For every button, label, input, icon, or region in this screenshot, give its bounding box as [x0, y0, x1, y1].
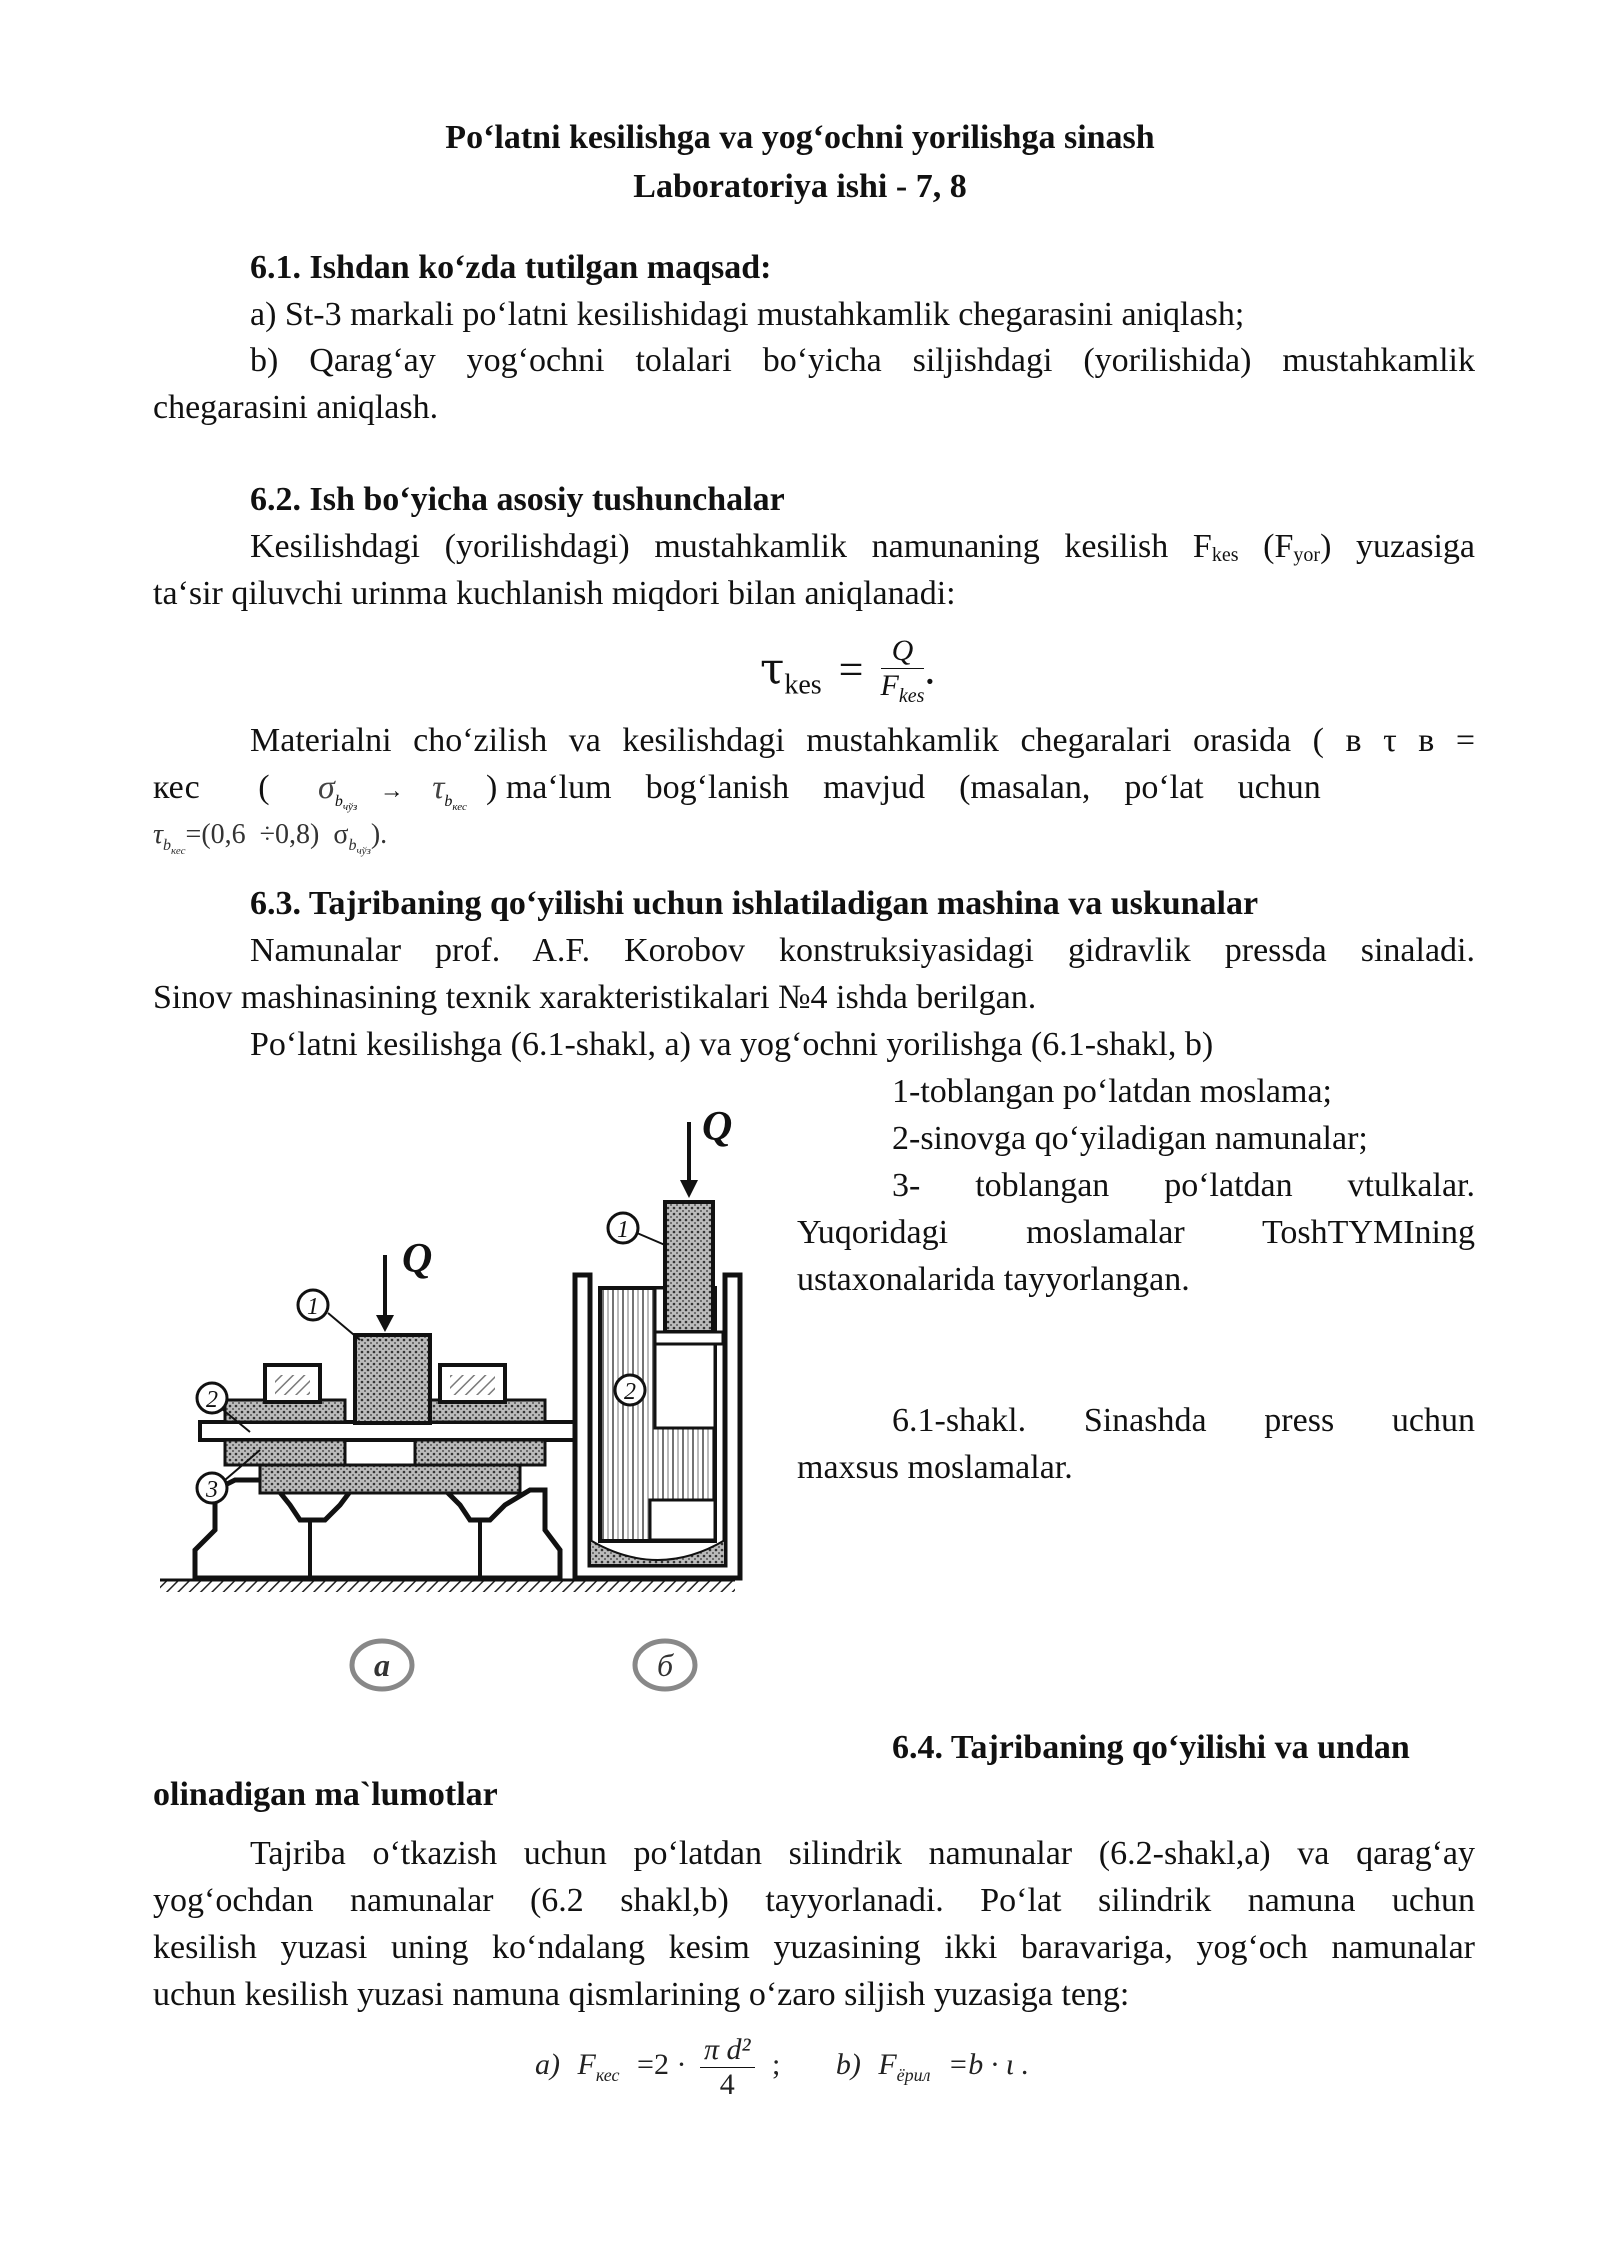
goal-a: a) St-3 markali po‘latni kesilishidagi mustahkamlik chegarasini aniqlash;: [250, 296, 1245, 333]
legend-item-1: 1-toblangan po‘latdan moslama;: [892, 1073, 1332, 1110]
legend-item-3: 3- toblangan po‘latdan vtulkalar.: [892, 1167, 1475, 1204]
document-title: Po‘latni kesilishga va yog‘ochni yorilishga sinash: [445, 119, 1155, 156]
svg-text:б: б: [656, 1647, 674, 1683]
procedure-line4: uchun kesilish yuzasi namuna qismlarining o‘zaro siljish yuzasiga teng:: [153, 1976, 1130, 2013]
figure-caption-line2: maxsus moslamalar.: [797, 1449, 1073, 1486]
ground-hatch: [160, 1580, 735, 1592]
concept-paragraph-line2: ta‘sir qiluvchi urinma kuchlanish miqdori bilan aniqlanadi:: [153, 575, 956, 612]
svg-text:a: a: [374, 1647, 390, 1683]
svg-text:3: 3: [206, 1477, 218, 1503]
strength-relation-line2: кес ( $\sigma_{b_{чўз}} \to \tau_{b_{кес}}$ ) ma‘lum bog‘lanish mavjud (masalan, po‘lat uchun: [153, 769, 1321, 813]
procedure-line1: Tajriba o‘tkazish uchun po‘latdan silindrik namunalar (6.2-shakl,a) va qarag‘ay: [250, 1835, 1475, 1872]
document-subtitle: Laboratoriya ishi - 7, 8: [633, 168, 967, 205]
strength-relation-line3: $\tau_{b_{кес}}=(0,6 \div 0,8)$ $\sigma_{b_{чўз}}$).: [153, 819, 388, 857]
section-6-2-heading: 6.2. Ish bo‘yicha asosiy tushunchalar: [250, 481, 785, 518]
svg-text:1: 1: [617, 1217, 629, 1243]
procedure-line3: kesilish yuzasi uning ko‘ndalang kesim yuzasining ikki baravariga, yog‘och namunalar: [153, 1929, 1475, 1966]
legend-item-2: 2-sinovga qo‘yiladigan namunalar;: [892, 1120, 1368, 1157]
load-label-b: Q: [702, 1110, 733, 1150]
section-6-4-heading-line2: olinadigan ma`lumotlar: [153, 1776, 498, 1813]
concept-paragraph-line1: Kesilishdagi (yorilishdagi) mustahkamlik namunaning kesilish $F_{kes}$ $(F_{yor})$ yuzasiga: [250, 528, 1476, 566]
figure-6-1-fixtures: [150, 1110, 780, 1720]
workshop-note-line2: ustaxonalarida tayyorlangan.: [797, 1261, 1190, 1298]
split-fixture-b: [575, 1122, 740, 1578]
load-label-a: Q: [402, 1236, 433, 1282]
goal-b-line1: b) Qarag‘ay yog‘ochni tolalari bo‘yicha siljishdagi (yorilishida) mustahkamlik: [250, 342, 1475, 379]
shear-stress-formula: $\tau_{kes}$ = $\frac{Q}{F_{kes}}$ .: [760, 634, 936, 707]
shear-fixture-a: [195, 1255, 580, 1580]
svg-text:1: 1: [307, 1294, 319, 1320]
section-6-3-heading: 6.3. Tajribaning qo‘yilishi uchun ishlatiladigan mashina va uskunalar: [250, 885, 1259, 922]
strength-relation-line1: Materialni cho‘zilish va kesilishdagi mustahkamlik chegaralari orasida ( в τ в =: [250, 722, 1475, 759]
section-6-1-heading: 6.1. Ishdan ko‘zda tutilgan maqsad:: [250, 249, 772, 286]
svg-text:2: 2: [206, 1387, 218, 1413]
figure-caption-line1: 6.1-shakl. Sinashda press uchun: [892, 1402, 1475, 1439]
equipment-line1: Namunalar prof. A.F. Korobov konstruksiyasidagi gidravlik pressda sinaladi.: [250, 932, 1475, 969]
procedure-line2: yog‘ochdan namunalar (6.2 shakl,b) tayyorlanadi. Po‘lat silindrik namuna uchun: [153, 1882, 1475, 1919]
section-6-4-heading-line1: 6.4. Tajribaning qo‘yilishi va undan: [892, 1729, 1410, 1766]
equipment-line3: Po‘latni kesilishga (6.1-shakl, a) va yog‘ochni yorilishga (6.1-shakl, b): [250, 1026, 1214, 1063]
workshop-note-line1: Yuqoridagi moslamalar ToshTYMIning: [797, 1214, 1475, 1251]
svg-text:2: 2: [624, 1379, 636, 1405]
equipment-line2: Sinov mashinasining texnik xarakteristikalari №4 ishda berilgan.: [153, 979, 1037, 1016]
goal-b-line2: chegarasini aniqlash.: [153, 389, 439, 426]
area-formulas: a) $F_{кес} =2$ · $\frac{\text{π d²}}{4}$ ; b) $F_{ёрил} =b \cdot \iota$ .: [535, 2032, 1030, 2101]
